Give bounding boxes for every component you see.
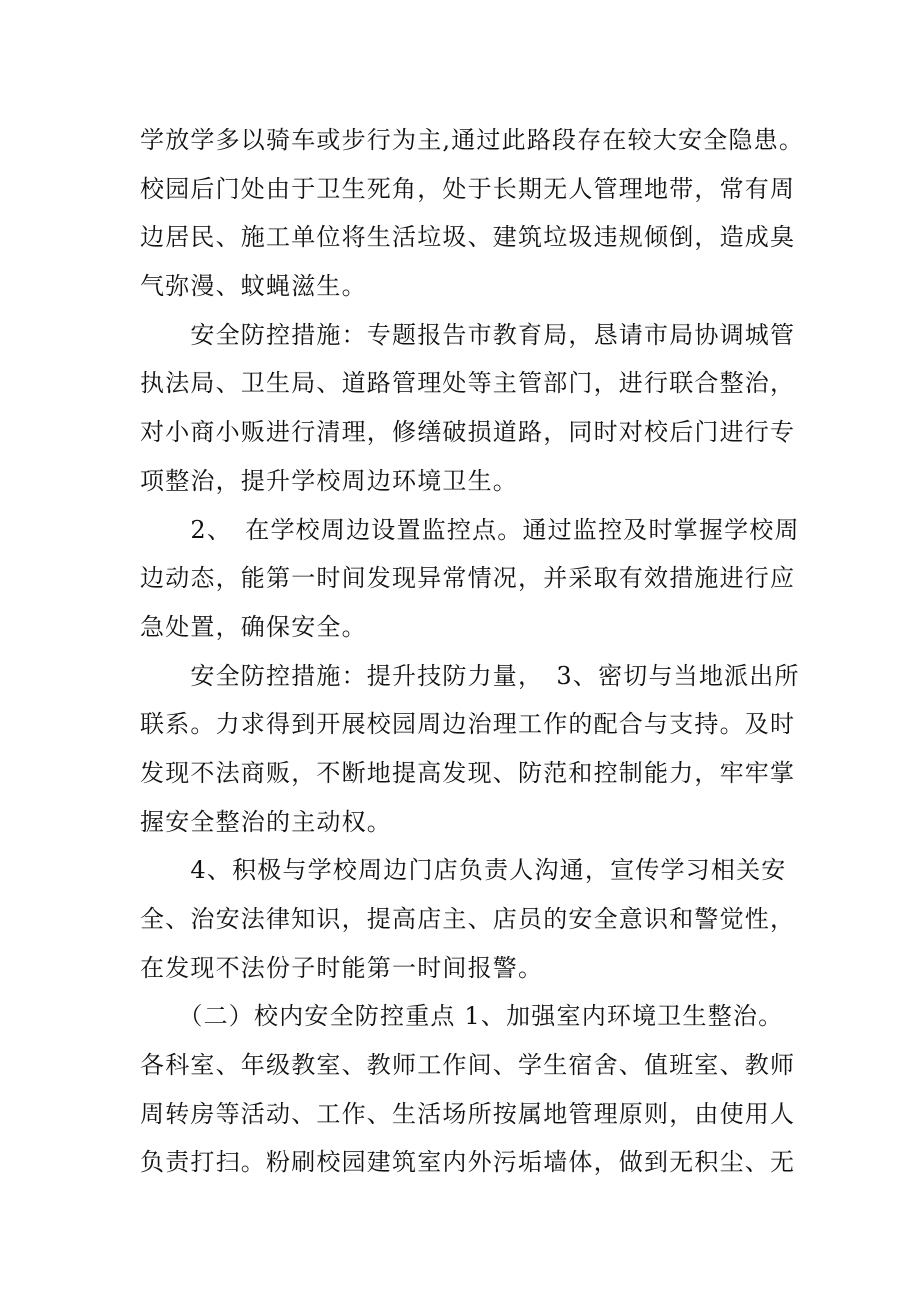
text-line: 各科室、年级教室、教师工作间、学生宿舍、值班室、教师 bbox=[140, 1051, 796, 1080]
text-line: 边动态，能第一时间发现异常情况，并采取有效措施进行应 bbox=[140, 564, 796, 593]
text-line: 在发现不法份子时能第一时间报警。 bbox=[140, 953, 544, 982]
text-line: 急处置，确保安全。 bbox=[140, 612, 367, 641]
text-line: 握安全整治的主动权。 bbox=[140, 807, 392, 836]
paragraph-item-2-monitoring bbox=[140, 506, 800, 652]
paragraph-hazard-description bbox=[140, 116, 805, 311]
text-line: 2、 在学校周边设置监控点。通过监控及时掌握学校周 bbox=[140, 515, 800, 544]
paragraph-item-4-communication bbox=[140, 846, 800, 992]
text-line: 发现不法商贩，不断地提高发现、防范和控制能力，牢牢掌 bbox=[140, 758, 796, 787]
text-line: 安全防控措施：提升技防力量， 3、密切与当地派出所 bbox=[140, 661, 800, 690]
text-line: 全、治安法律知识，提高店主、店员的安全意识和警觉性， bbox=[140, 905, 796, 933]
text-line: 执法局、卫生局、道路管理处等主管部门，进行联合整治， bbox=[140, 369, 796, 398]
text-line: 边居民、施工单位将生活垃圾、建筑垃圾违规倾倒，造成臭 bbox=[140, 223, 796, 252]
paragraph-campus-safety-focus bbox=[140, 992, 800, 1187]
paragraph-prevention-measures-2 bbox=[140, 652, 800, 847]
text-line: 气弥漫、蚊蝇滋生。 bbox=[140, 272, 367, 301]
text-line: （二）校内安全防控重点 1、加强室内环境卫生整治。 bbox=[140, 1002, 784, 1031]
text-line: 项整治，提升学校周边环境卫生。 bbox=[140, 466, 518, 495]
text-line: 4、积极与学校周边门店负责人沟通，宣传学习相关安 bbox=[140, 856, 787, 885]
text-line: 学放学多以骑车或步行为主,通过此路段存在较大安全隐患。 bbox=[140, 126, 805, 154]
text-line: 联系。力求得到开展校园周边治理工作的配合与支持。及时 bbox=[140, 710, 796, 739]
text-line: 安全防控措施：专题报告市教育局，恳请市局协调城管 bbox=[140, 320, 796, 349]
text-line: 负责打扫。粉刷校园建筑室内外污垢墙体，做到无积尘、无 bbox=[140, 1148, 796, 1177]
document-body bbox=[140, 116, 805, 1187]
text-line: 对小商小贩进行清理，修缮破损道路，同时对校后门进行专 bbox=[140, 418, 796, 447]
text-line: 校园后门处由于卫生死角，处于长期无人管理地带，常有周 bbox=[140, 174, 796, 203]
text-line: 周转房等活动、工作、生活场所按属地管理原则，由使用人 bbox=[140, 1099, 796, 1128]
paragraph-prevention-measures-1 bbox=[140, 311, 800, 506]
